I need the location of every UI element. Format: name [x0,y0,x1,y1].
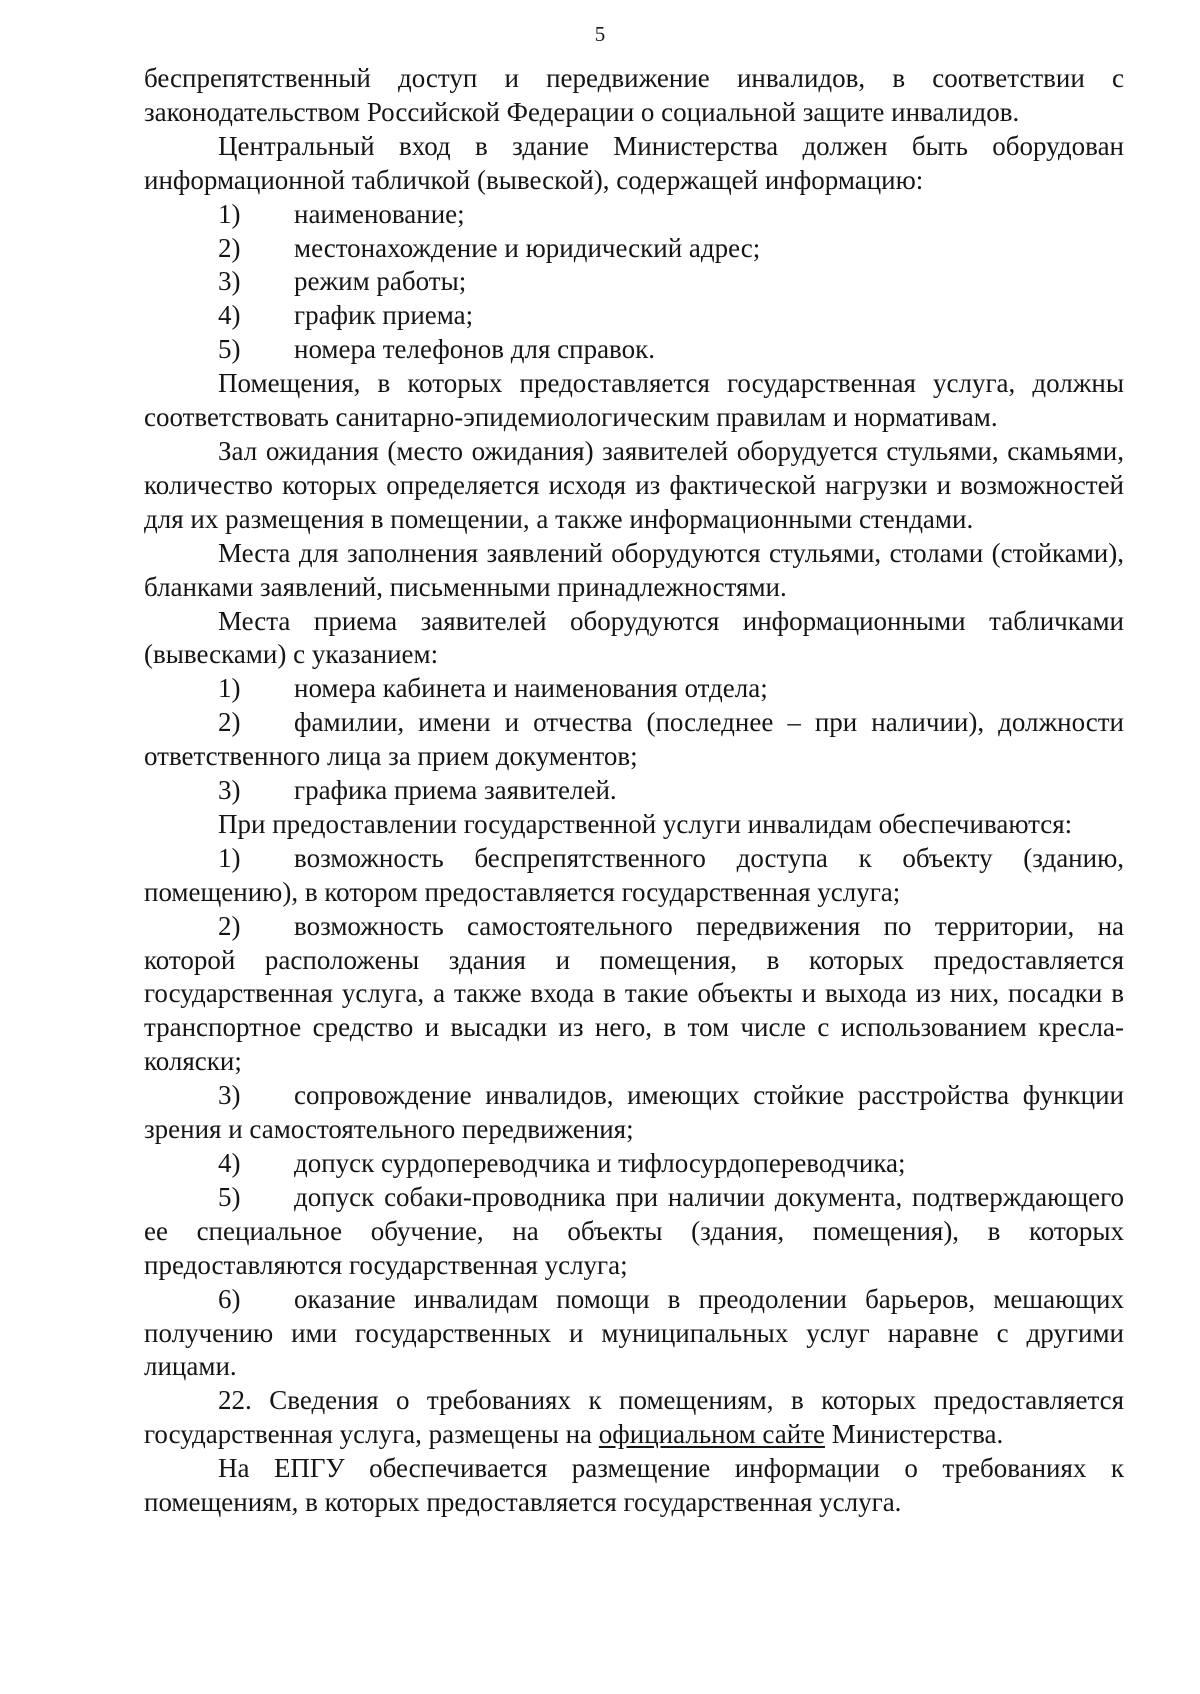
list-item [144,1147,1124,1181]
paragraph: Зал ожидания (место ожидания) заявителей оборудуется стульями, скамьями, количество которых определяется исходя из фактической нагрузки и возможностей для их размещения в помещении, а также информационными стендами. [144,435,1124,534]
list-item-number: 1) [218,198,241,229]
list-item-text: графика приема заявителей. [294,775,617,806]
paragraph: Места приема заявителей оборудуются информационными табличками (вывесками) с указанием: [144,605,1124,670]
official-site-link[interactable]: официальном сайте [598,1419,825,1450]
document-body [144,62,1124,1520]
list-item-number: 6) [218,1283,241,1314]
list-item-text: фамилии, имени и отчества (последнее – при наличии), должности ответственного лица за прием документов; [144,707,1124,772]
list-item-number: 3) [218,266,241,297]
paragraph: Места для заполнения заявлений оборудуются стульями, столами (стойками), бланками заявлений, письменными принадлежностями. [144,537,1124,602]
list-item-text: номера кабинета и наименования отдела; [294,673,768,704]
paragraph: Помещения, в которых предоставляется государственная услуга, должны соответствовать санитарно-эпидемиологическим правилам и нормативам. [144,368,1124,433]
paragraph-text: 22. Сведения о требованиях к помещениям, в которых предоставляется государственная услуга, размещены на [144,1385,1124,1450]
list-item-number: 5) [218,1181,241,1212]
list-item [144,706,1124,774]
list-item-number: 3) [218,1080,241,1111]
list-item-text: сопровождение инвалидов, имеющих стойкие расстройства функции зрения и самостоятельного передвижения; [144,1080,1124,1145]
list-item [144,842,1124,910]
list-item [144,1079,1124,1147]
list-item-text: допуск собаки-проводника при наличии документа, подтверждающего ее специальное обучение, на объекты (здания, помещения), в которых предоставляются государственная услуга; [144,1181,1124,1280]
list-item-number: 5) [218,334,241,365]
list-item-text: оказание инвалидам помощи в преодолении барьеров, мешающих получению ими государственных и муниципальных услуг наравне с другими лицами. [144,1283,1124,1382]
paragraph: На ЕПГУ обеспечивается размещение информации о требованиях к помещениям, в которых предоставляется государственная услуга. [144,1453,1124,1518]
list-item-text: номера телефонов для справок. [294,334,655,365]
list-item-number: 4) [218,1148,241,1178]
list-item [144,299,1124,333]
list-item [144,232,1124,266]
list-item-text: режим работы; [294,266,467,297]
list-item-text: возможность беспрепятственного доступа к объекту (зданию, помещению), в котором предоставляется государственная услуга; [144,842,1124,907]
list-item-number: 2) [218,232,241,263]
list-item [144,198,1124,232]
list-item-number: 4) [218,300,241,331]
list-item-text: местонахождение и юридический адрес; [294,232,761,263]
list-item [144,774,1124,808]
list-item [144,333,1124,367]
paragraph: беспрепятственный доступ и передвижение инвалидов, в соответствии с законодательством Российской Федерации о социальной защите инвалидов. [144,63,1124,127]
paragraph [144,1384,1124,1452]
list-item [144,910,1124,1080]
list-item [144,1283,1124,1385]
list-item-number: 2) [218,910,241,941]
page-number: 5 [594,22,606,46]
list-item-text: допуск сурдопереводчика и тифлосурдопереводчика; [294,1148,906,1178]
list-item-text: возможность самостоятельного передвижения по территории, на которой расположены здания и помещения, в которых предоставляется государственная услуга, а также входа в такие объекты и выхода из них, посадки в транспортное средство и высадки из него, в том числе с использованием кресла-коляски; [144,910,1124,1077]
list-item-number: 3) [218,775,241,806]
list-item [144,1181,1124,1283]
list-item [144,672,1124,706]
list-item-text: наименование; [294,198,465,229]
list-item [144,265,1124,299]
list-item-text: график приема; [294,300,474,331]
paragraph-text: Министерства. [824,1419,1004,1450]
list-item-number: 1) [218,842,241,873]
list-item-number: 1) [218,673,241,704]
paragraph: Центральный вход в здание Министерства должен быть оборудован информационной табличкой (вывеской), содержащей информацию: [144,130,1124,195]
list-item-number: 2) [218,707,241,738]
paragraph: При предоставлении государственной услуги инвалидам обеспечиваются: [218,808,1073,839]
